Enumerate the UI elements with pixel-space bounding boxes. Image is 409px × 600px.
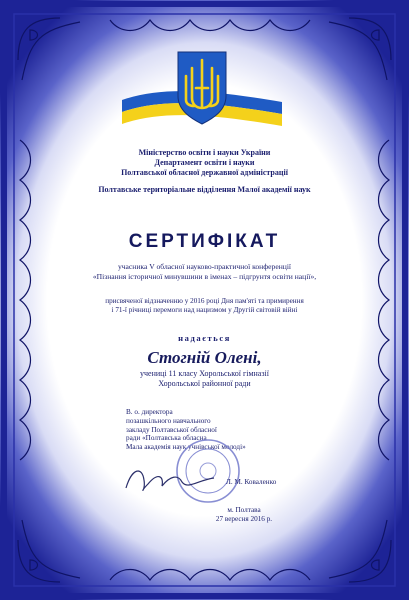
signatory-line-5: Мала академія наук учнівської молоді»	[126, 443, 246, 452]
city: м. Полтава	[227, 506, 261, 514]
dedication-line-1: присвяченої відзначенню у 2016 році Дня пам'яті та примирення	[105, 297, 304, 305]
signatory-line-1: В. о. директора	[126, 408, 173, 416]
conference-line-2: «Пізнання історичної минувшини в іменах – підгрунтя освіти нації»,	[92, 271, 317, 281]
signatory-line-3: закладу Полтавської обласної	[126, 425, 217, 434]
date: 27 вересня 2016 р.	[215, 515, 273, 523]
certificate-title: СЕРТИФІКАТ	[128, 231, 281, 252]
ministry-header	[0, 148, 409, 178]
recipient-name: Стогній Олені,	[147, 348, 262, 367]
coat-of-arms-emblem	[122, 42, 282, 142]
ministry-line-2: Департамент освіти і науки	[154, 158, 255, 167]
place-and-date	[199, 506, 289, 524]
branch-name: Полтавське територіальне відділення Малої академії наук	[98, 185, 311, 194]
conference-line-1: учасника V обласної науково-практичної конференції	[117, 262, 292, 271]
ministry-line-1: Міністерство освіти і науки України	[138, 148, 271, 157]
recipient-line-2: Хорольської районної ради	[158, 379, 251, 388]
signatory-name: Л. М. Коваленко	[226, 478, 277, 486]
conference-text	[0, 262, 409, 281]
ministry-line-3: Полтавської обласної державної адміністрації	[121, 168, 288, 177]
dedication-text	[0, 297, 409, 315]
signatory-line-2: позашкільного навчального	[126, 416, 211, 425]
signatory-line-4: ради «Полтавська обласна	[126, 434, 207, 443]
handwritten-signature	[118, 458, 228, 498]
recipient-line-1: учениці 11 класу Хорольської гімназії	[140, 369, 269, 378]
recipient-details	[0, 369, 409, 389]
dedication-line-2: і 71-ї річниці перемоги над нацизмом у Другій світовій війні	[111, 306, 298, 314]
awarded-label: надається	[178, 333, 231, 343]
